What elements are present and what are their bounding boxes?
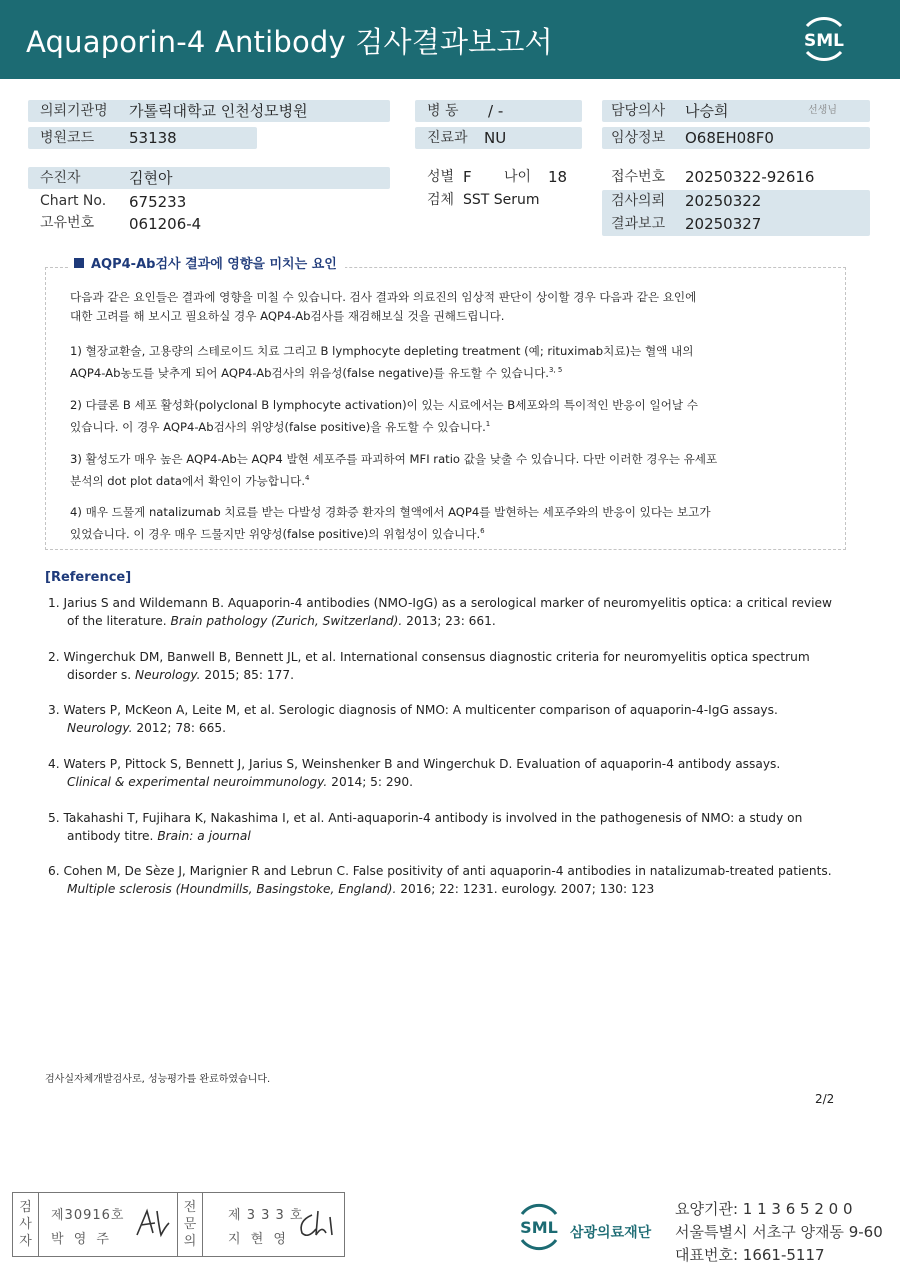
report-header <box>0 0 900 79</box>
ward-label: 병 동 <box>427 103 459 119</box>
specialist-label-cell <box>177 1193 203 1256</box>
doctor-row <box>602 100 870 122</box>
unique-no-value: 061206-4 <box>129 215 202 233</box>
reference-text: 2015; 85: 177. <box>200 668 294 682</box>
clinical-info-row <box>602 127 870 149</box>
specimen-label: 검체 <box>427 192 455 208</box>
clinical-info-value: O68EH08F0 <box>685 129 774 147</box>
specimen-value: SST Serum <box>463 192 540 208</box>
unique-no-label: 고유번호 <box>40 215 95 231</box>
sml-footer-logo-icon <box>512 1200 566 1254</box>
report-date-value: 20250327 <box>685 215 762 233</box>
reference-3 <box>48 701 778 737</box>
patient-row <box>28 167 390 189</box>
institution-value: 가톨릭대학교 인천성모병원 <box>129 102 308 120</box>
reference-heading: [Reference] <box>45 570 132 585</box>
reference-text: 2013; 23: 661. <box>402 614 496 628</box>
institution-label: 의뢰기관명 <box>40 103 108 119</box>
specialist-no: 제 3 3 3 호 <box>228 1208 304 1223</box>
ward-value: / - <box>488 102 504 120</box>
factor-line: 있습니다. 이 경우 AQP4-Ab검사의 위양성(false positive)을 유도할 수 있습니다. <box>70 419 486 434</box>
reference-text: 2014; 5: 290. <box>327 775 414 789</box>
journal-name: Multiple sclerosis (Houndmills, Basingstoke, England). <box>67 882 397 896</box>
factor-line: AQP4-Ab농도를 낮추게 되어 AQP4-Ab검사의 위음성(false negative)를 유도할 수 있습니다. <box>70 365 549 380</box>
factor-item-3 <box>70 450 717 491</box>
factors-title <box>70 255 345 275</box>
specialist-name: 지 현 영 <box>228 1232 289 1247</box>
reference-text: disorder s. <box>67 668 135 682</box>
signature-stamp <box>12 1192 345 1257</box>
sex-label: 성별 <box>427 169 455 185</box>
factor-item-4 <box>70 503 711 544</box>
journal-name: Brain: a journal <box>157 829 251 843</box>
reference-line: 4. Waters P, Pittock S, Bennett J, Jarius S, Weinshenker B and Wingerchuk D. Evaluation of aquaporin-4 antibody assays. <box>48 757 781 771</box>
journal-name: Neurology. <box>134 668 201 682</box>
examiner-signature-icon <box>133 1205 173 1241</box>
dates-block <box>602 190 870 236</box>
reference-2 <box>48 648 810 684</box>
reference-text: 2012; 78: 665. <box>132 721 227 735</box>
validation-note: 검사실자체개발검사로, 성능평가를 완료하였습니다. <box>45 1074 271 1085</box>
factors-intro <box>70 288 696 326</box>
report-title: Aquaporin-4 Antibody 검사결과보고서 <box>26 25 553 59</box>
patient-value: 김현아 <box>129 169 173 187</box>
hospital-code-label: 병원코드 <box>40 130 95 146</box>
doctor-suffix: 선생님 <box>808 105 837 116</box>
doctor-label: 담당의사 <box>611 103 666 119</box>
citation-sup: 4 <box>305 474 310 482</box>
reference-line: 6. Cohen M, De Sèze J, Marignier R and Lebrun C. False positivity of anti aquaporin-4 antibodies in natalizumab-treated patients. <box>48 864 832 878</box>
reference-4 <box>48 755 780 791</box>
reference-6 <box>48 862 832 898</box>
doctor-value: 나승희 <box>685 102 729 120</box>
factor-line: 2) 다클론 B 세포 활성화(polyclonal B lymphocyte activation)이 있는 시료에서는 B세포와의 특이적인 반응이 일어날 수 <box>70 398 698 412</box>
factor-line: 1) 혈장교환술, 고용량의 스테로이드 치료 그리고 B lymphocyte depleting treatment (예; rituximab치료)는 혈액 내의 <box>70 344 694 358</box>
request-date-label: 검사의뢰 <box>611 193 666 209</box>
reference-line: 1. Jarius S and Wildemann B. Aquaporin-4 antibodies (NMO-IgG) as a serological marker of neuromyelitis optica: a critical review <box>48 596 832 610</box>
journal-name: Clinical & experimental neuroimmunology. <box>67 775 328 789</box>
reference-line: 5. Takahashi T, Fujihara K, Nakashima I, et al. Anti-aquaporin-4 antibody is involved in the pathogenesis of NMO: a study on <box>48 811 803 825</box>
clinical-info-label: 임상정보 <box>611 130 666 146</box>
reference-line: 3. Waters P, McKeon A, Leite M, et al. Serologic diagnosis of NMO: A multicenter comparison of aquaporin-4-IgG assays. <box>48 703 778 717</box>
department-label: 진료과 <box>427 130 468 146</box>
factor-item-2 <box>70 396 698 437</box>
chart-no-label: Chart No. <box>40 193 107 209</box>
ward-row <box>415 100 582 122</box>
institution-row <box>28 100 390 122</box>
factor-line: 4) 매우 드물게 natalizumab 치료를 받는 다발성 경화증 환자의 혈액에서 AQP4를 발현하는 세포주와의 반응이 있다는 보고가 <box>70 505 711 519</box>
examiner-label-cell <box>13 1193 39 1256</box>
citation-sup: 6 <box>480 527 485 535</box>
foundation-address: 서울특별시 서초구 양재동 9-60 <box>675 1223 883 1241</box>
citation-sup: 1 <box>485 420 491 428</box>
square-bullet-icon <box>74 258 84 268</box>
department-value: NU <box>484 129 507 147</box>
specialist-label: 전 문 의 <box>183 1200 197 1249</box>
examiner-no: 제30916호 <box>51 1208 125 1223</box>
reference-1 <box>48 594 832 630</box>
report-date-label: 결과보고 <box>611 216 666 232</box>
hospital-code-row <box>28 127 257 149</box>
factor-line: 분석의 dot plot data에서 확인이 가능합니다. <box>70 473 306 488</box>
sml-logo-text: SML <box>804 31 844 51</box>
reception-no-value: 20250322-92616 <box>685 168 815 186</box>
hospital-code-value: 53138 <box>129 129 177 147</box>
factor-item-1 <box>70 342 693 383</box>
factor-line: 3) 활성도가 매우 높은 AQP4-Ab는 AQP4 발현 세포주를 파괴하여 MFI ratio 값을 낮출 수 있습니다. 다만 이러한 경우는 유세포 <box>70 452 718 466</box>
sml-footer-logo-text: SML <box>520 1218 558 1237</box>
intro-line: 다음과 같은 요인들은 결과에 영향을 미칠 수 있습니다. 검사 결과와 의료진의 임상적 판단이 상이할 경우 다음과 같은 요인에 <box>70 290 697 304</box>
examiner-label: 검 사 자 <box>19 1200 32 1249</box>
foundation-logo <box>512 1200 652 1258</box>
age-value: 18 <box>548 168 568 186</box>
chart-no-value: 675233 <box>129 193 187 211</box>
journal-name: Neurology. <box>67 721 133 735</box>
care-institution-no: 요양기관: 1 1 3 6 5 2 0 0 <box>675 1200 853 1218</box>
intro-line: 대한 고려를 해 보시고 필요하실 경우 AQP4-Ab검사를 재검해보실 것을 권해드립니다. <box>70 309 505 323</box>
reference-line: 2. Wingerchuk DM, Banwell B, Bennett JL, et al. International consensus diagnostic criteria for neuromyelitis optica spectrum <box>48 650 810 664</box>
reference-text: antibody titre. <box>67 829 158 843</box>
examiner-name: 박 영 주 <box>51 1232 112 1247</box>
request-date-value: 20250322 <box>685 192 762 210</box>
department-row <box>415 127 582 149</box>
reference-text: 2016; 22: 1231. eurology. 2007; 130: 123 <box>396 882 655 896</box>
specialist-signature-icon <box>296 1207 340 1241</box>
patient-label: 수진자 <box>40 170 81 186</box>
page-number: 2/2 <box>815 1092 835 1106</box>
foundation-phone: 대표번호: 1661-5117 <box>675 1246 825 1264</box>
reference-text: of the literature. <box>67 614 171 628</box>
foundation-name: 삼광의료재단 <box>570 1225 652 1241</box>
age-label: 나이 <box>504 169 532 185</box>
citation-sup: 3, 5 <box>548 366 563 374</box>
reception-no-label: 접수번호 <box>611 169 666 185</box>
sex-value: F <box>463 168 472 186</box>
factors-title-text: AQP4-Ab검사 결과에 영향을 미치는 요인 <box>91 257 337 272</box>
sml-logo-icon <box>795 12 853 66</box>
reference-5 <box>48 809 802 845</box>
journal-name: Brain pathology (Zurich, Switzerland). <box>170 614 403 628</box>
factor-line: 있었습니다. 이 경우 매우 드물지만 위양성(false positive)의 위험성이 있습니다. <box>70 526 481 541</box>
